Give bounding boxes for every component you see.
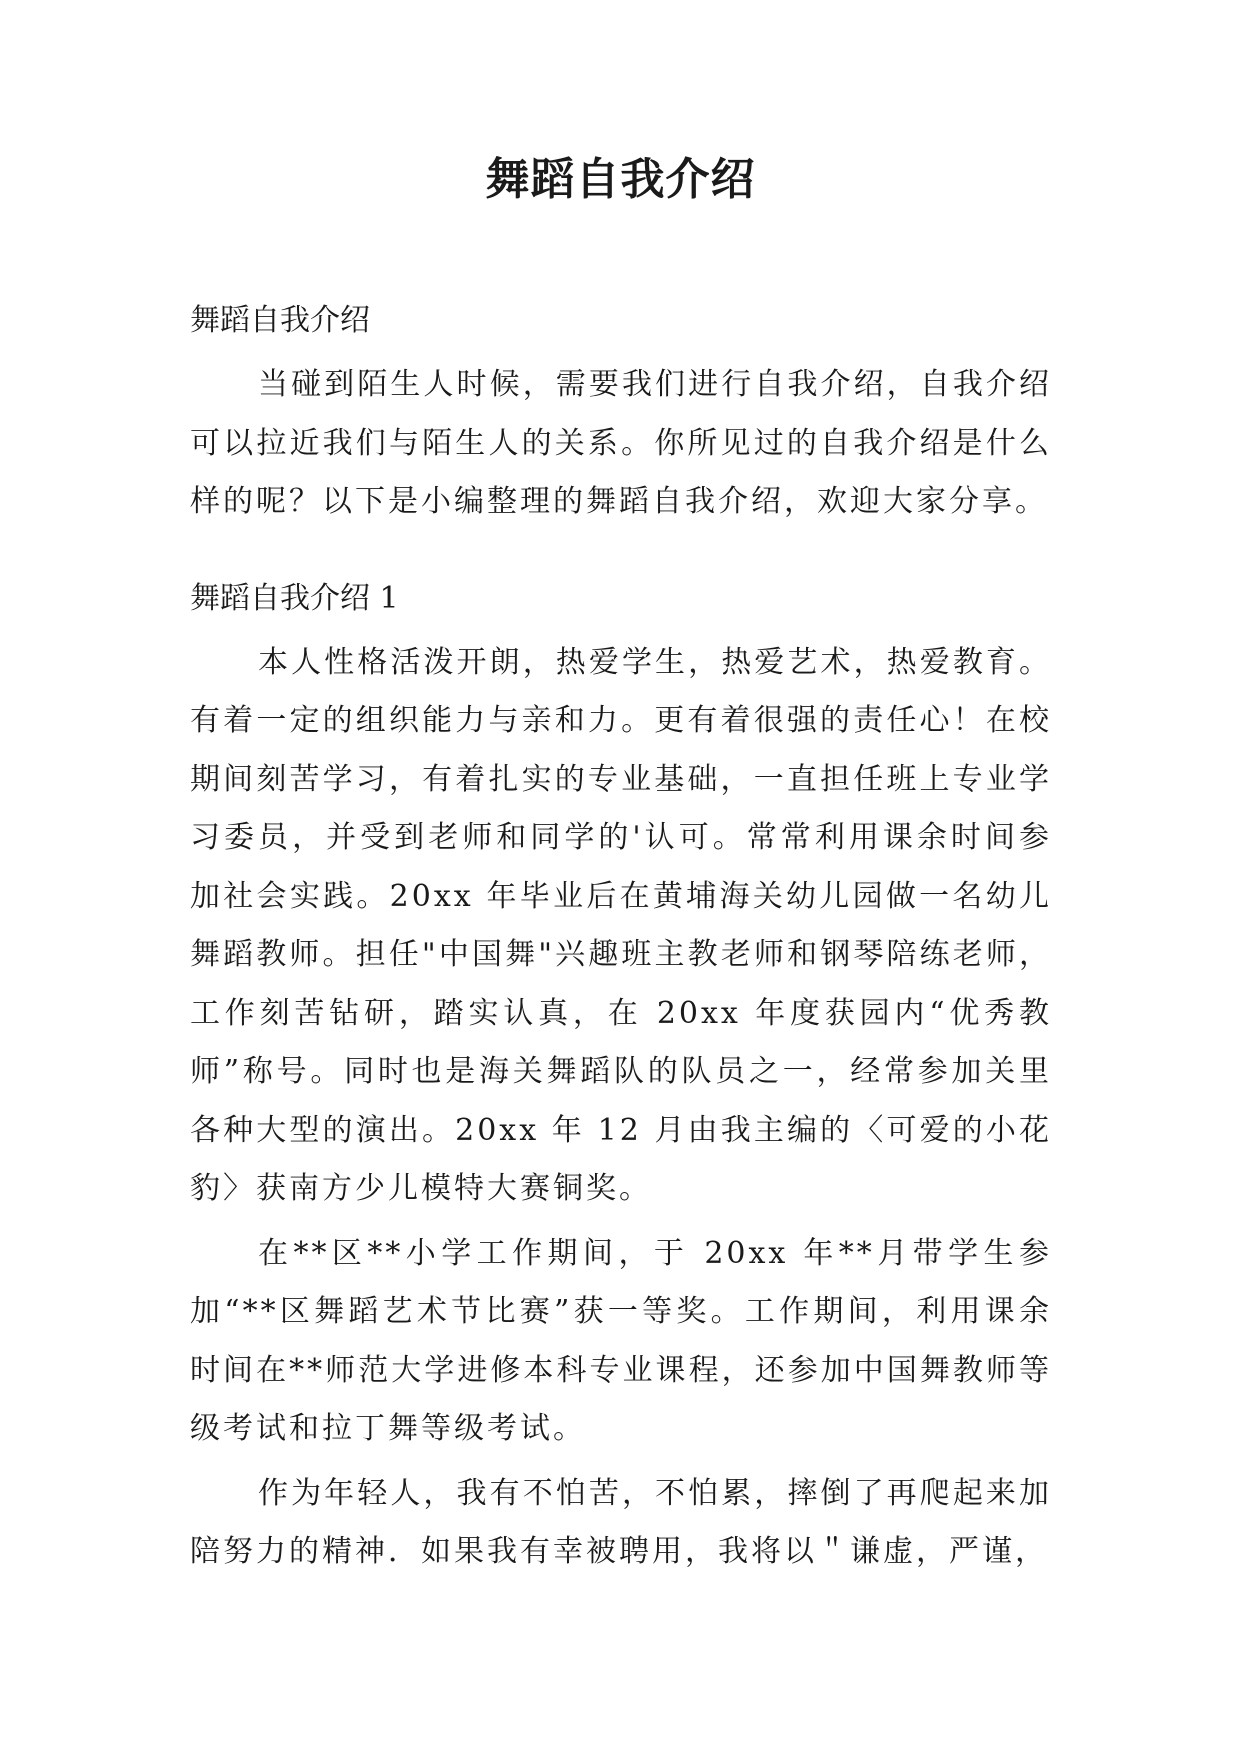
body-paragraph: 作为年轻人，我有不怕苦，不怕累，摔倒了再爬起来加陪努力的精神．如果我有幸被聘用，我将以＂谦虚，严谨， — [190, 1475, 1052, 1569]
body-paragraph: 本人性格活泼开朗，热爱学生，热爱艺术，热爱教育。有着一定的组织能力与亲和力。更有着很强的责任心！在校期间刻苦学习，有着扎实的专业基础，一直担任班上专业学习委员，并受到老师和同学的'认可。常常利用课余时间参加社会实践。20xx 年毕业后在黄埔海关幼儿园做一名幼儿舞蹈教师。担任"中国舞"兴趣班主教老师和钢琴陪练老师，工作刻苦钻研，踏实认真，在 20xx 年度获园内“优秀教师”称号。同时也是海关舞蹈队的队员之一，经常参加关里各种大型的演出。20xx 年 12 月由我主编的〈可爱的小花豹〉获南方少儿模特大赛铜奖。 — [190, 644, 1052, 1206]
intro-paragraph: 当碰到陌生人时候，需要我们进行自我介绍，自我介绍可以拉近我们与陌生人的关系。你所见过的自我介绍是什么样的呢？以下是小编整理的舞蹈自我介绍，欢迎大家分享。 — [190, 367, 1052, 519]
subtitle: 舞蹈自我介绍 — [190, 303, 370, 338]
document-body — [190, 292, 1052, 1582]
body-paragraph: 在**区**小学工作期间，于 20xx 年**月带学生参加“**区舞蹈艺术节比赛”获一等奖。工作期间，利用课余时间在**师范大学进修本科专业课程，还参加中国舞教师等级考试和拉丁舞等级考试。 — [190, 1235, 1052, 1446]
section-heading: 舞蹈自我介绍 1 — [190, 580, 399, 616]
document-title: 舞蹈自我介绍 — [485, 154, 756, 205]
spacer — [190, 532, 1052, 570]
